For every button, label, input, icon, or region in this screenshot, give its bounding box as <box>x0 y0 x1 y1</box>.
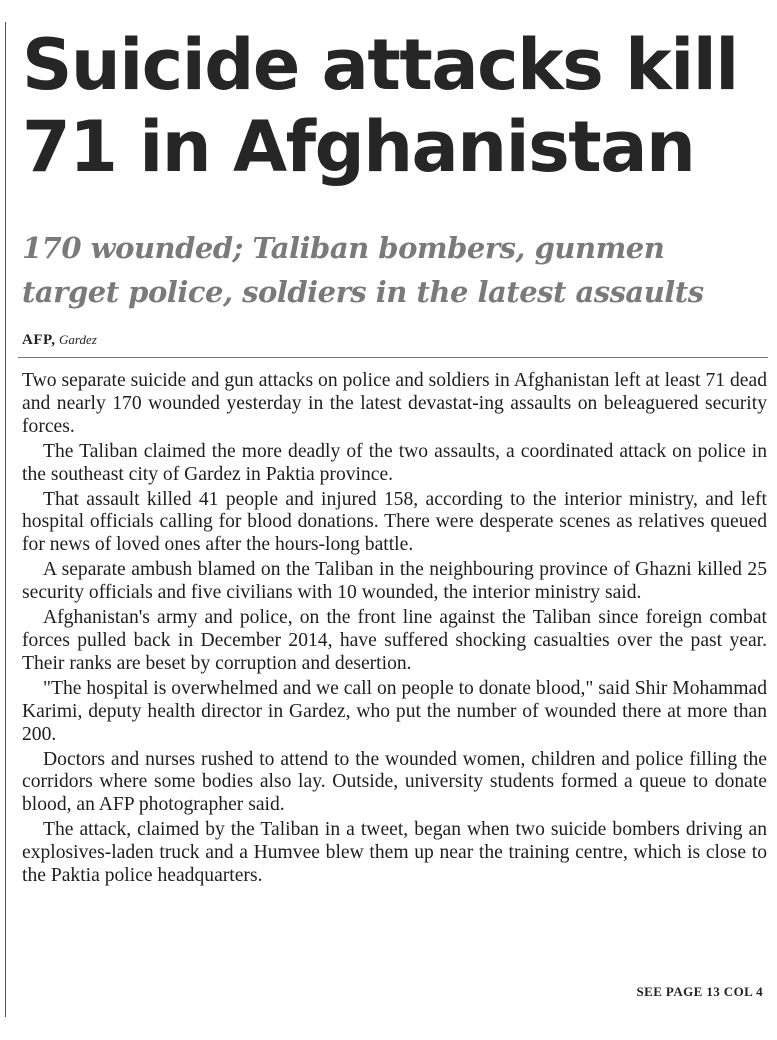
byline <box>22 331 97 350</box>
article-paragraph: A separate ambush blamed on the Taliban in the neighbouring province of Ghazni killed 25 security officials and five civilians with 10 wounded, the interior ministry said. <box>22 559 767 604</box>
divider <box>18 357 768 358</box>
byline-place: Gardez <box>59 332 97 347</box>
article-paragraph: Doctors and nurses rushed to attend to the wounded women, children and police filling the corridors where some bodies also lay. Outside, university students formed a queue to donate blood, an AFP photographer said. <box>22 748 767 816</box>
column-rule <box>5 22 6 1017</box>
headline-line: Suicide attacks kill <box>22 24 738 106</box>
subheadline-line: target police, soldiers in the latest assaults <box>22 275 704 309</box>
article-paragraph: That assault killed 41 people and injured 158, according to the interior ministry, and left hospital officials calling for blood donations. There were desperate scenes as relatives queued for news of loved ones after the hours-long battle. <box>22 488 767 556</box>
continuation-jump-line: SEE PAGE 13 COL 4 <box>636 984 763 999</box>
headline-line: 71 in Afghanistan <box>22 106 695 188</box>
article-body <box>22 370 767 890</box>
subheadline-line: 170 wounded; Taliban bombers, gunmen <box>22 231 665 265</box>
byline-agency: AFP, <box>22 332 56 348</box>
article-paragraph: The Taliban claimed the more deadly of the two assaults, a coordinated attack on police in the southeast city of Gardez in Paktia province. <box>22 440 767 485</box>
subheadline <box>22 226 767 314</box>
article-paragraph: Two separate suicide and gun attacks on police and soldiers in Afghanistan left at least 71 dead and nearly 170 wounded yesterday in the latest devastat-ing assaults on beleaguered security forces. <box>22 370 767 437</box>
article-paragraph: Afghanistan's army and police, on the front line against the Taliban since foreign combat forces pulled back in December 2014, have suffered shocking casualties over the past year. Their ranks are beset by corruption and desertion. <box>22 607 767 674</box>
article-paragraph: The attack, claimed by the Taliban in a tweet, began when two suicide bombers driving an explosives-laden truck and a Humvee blew them up near the training centre, which is close to the Paktia police headquarters. <box>22 819 767 887</box>
headline <box>22 24 762 188</box>
article-paragraph: "The hospital is overwhelmed and we call on people to donate blood," said Shir Mohammad Karimi, deputy health director in Gardez, who put the number of wounded there at more than 200. <box>22 677 767 745</box>
